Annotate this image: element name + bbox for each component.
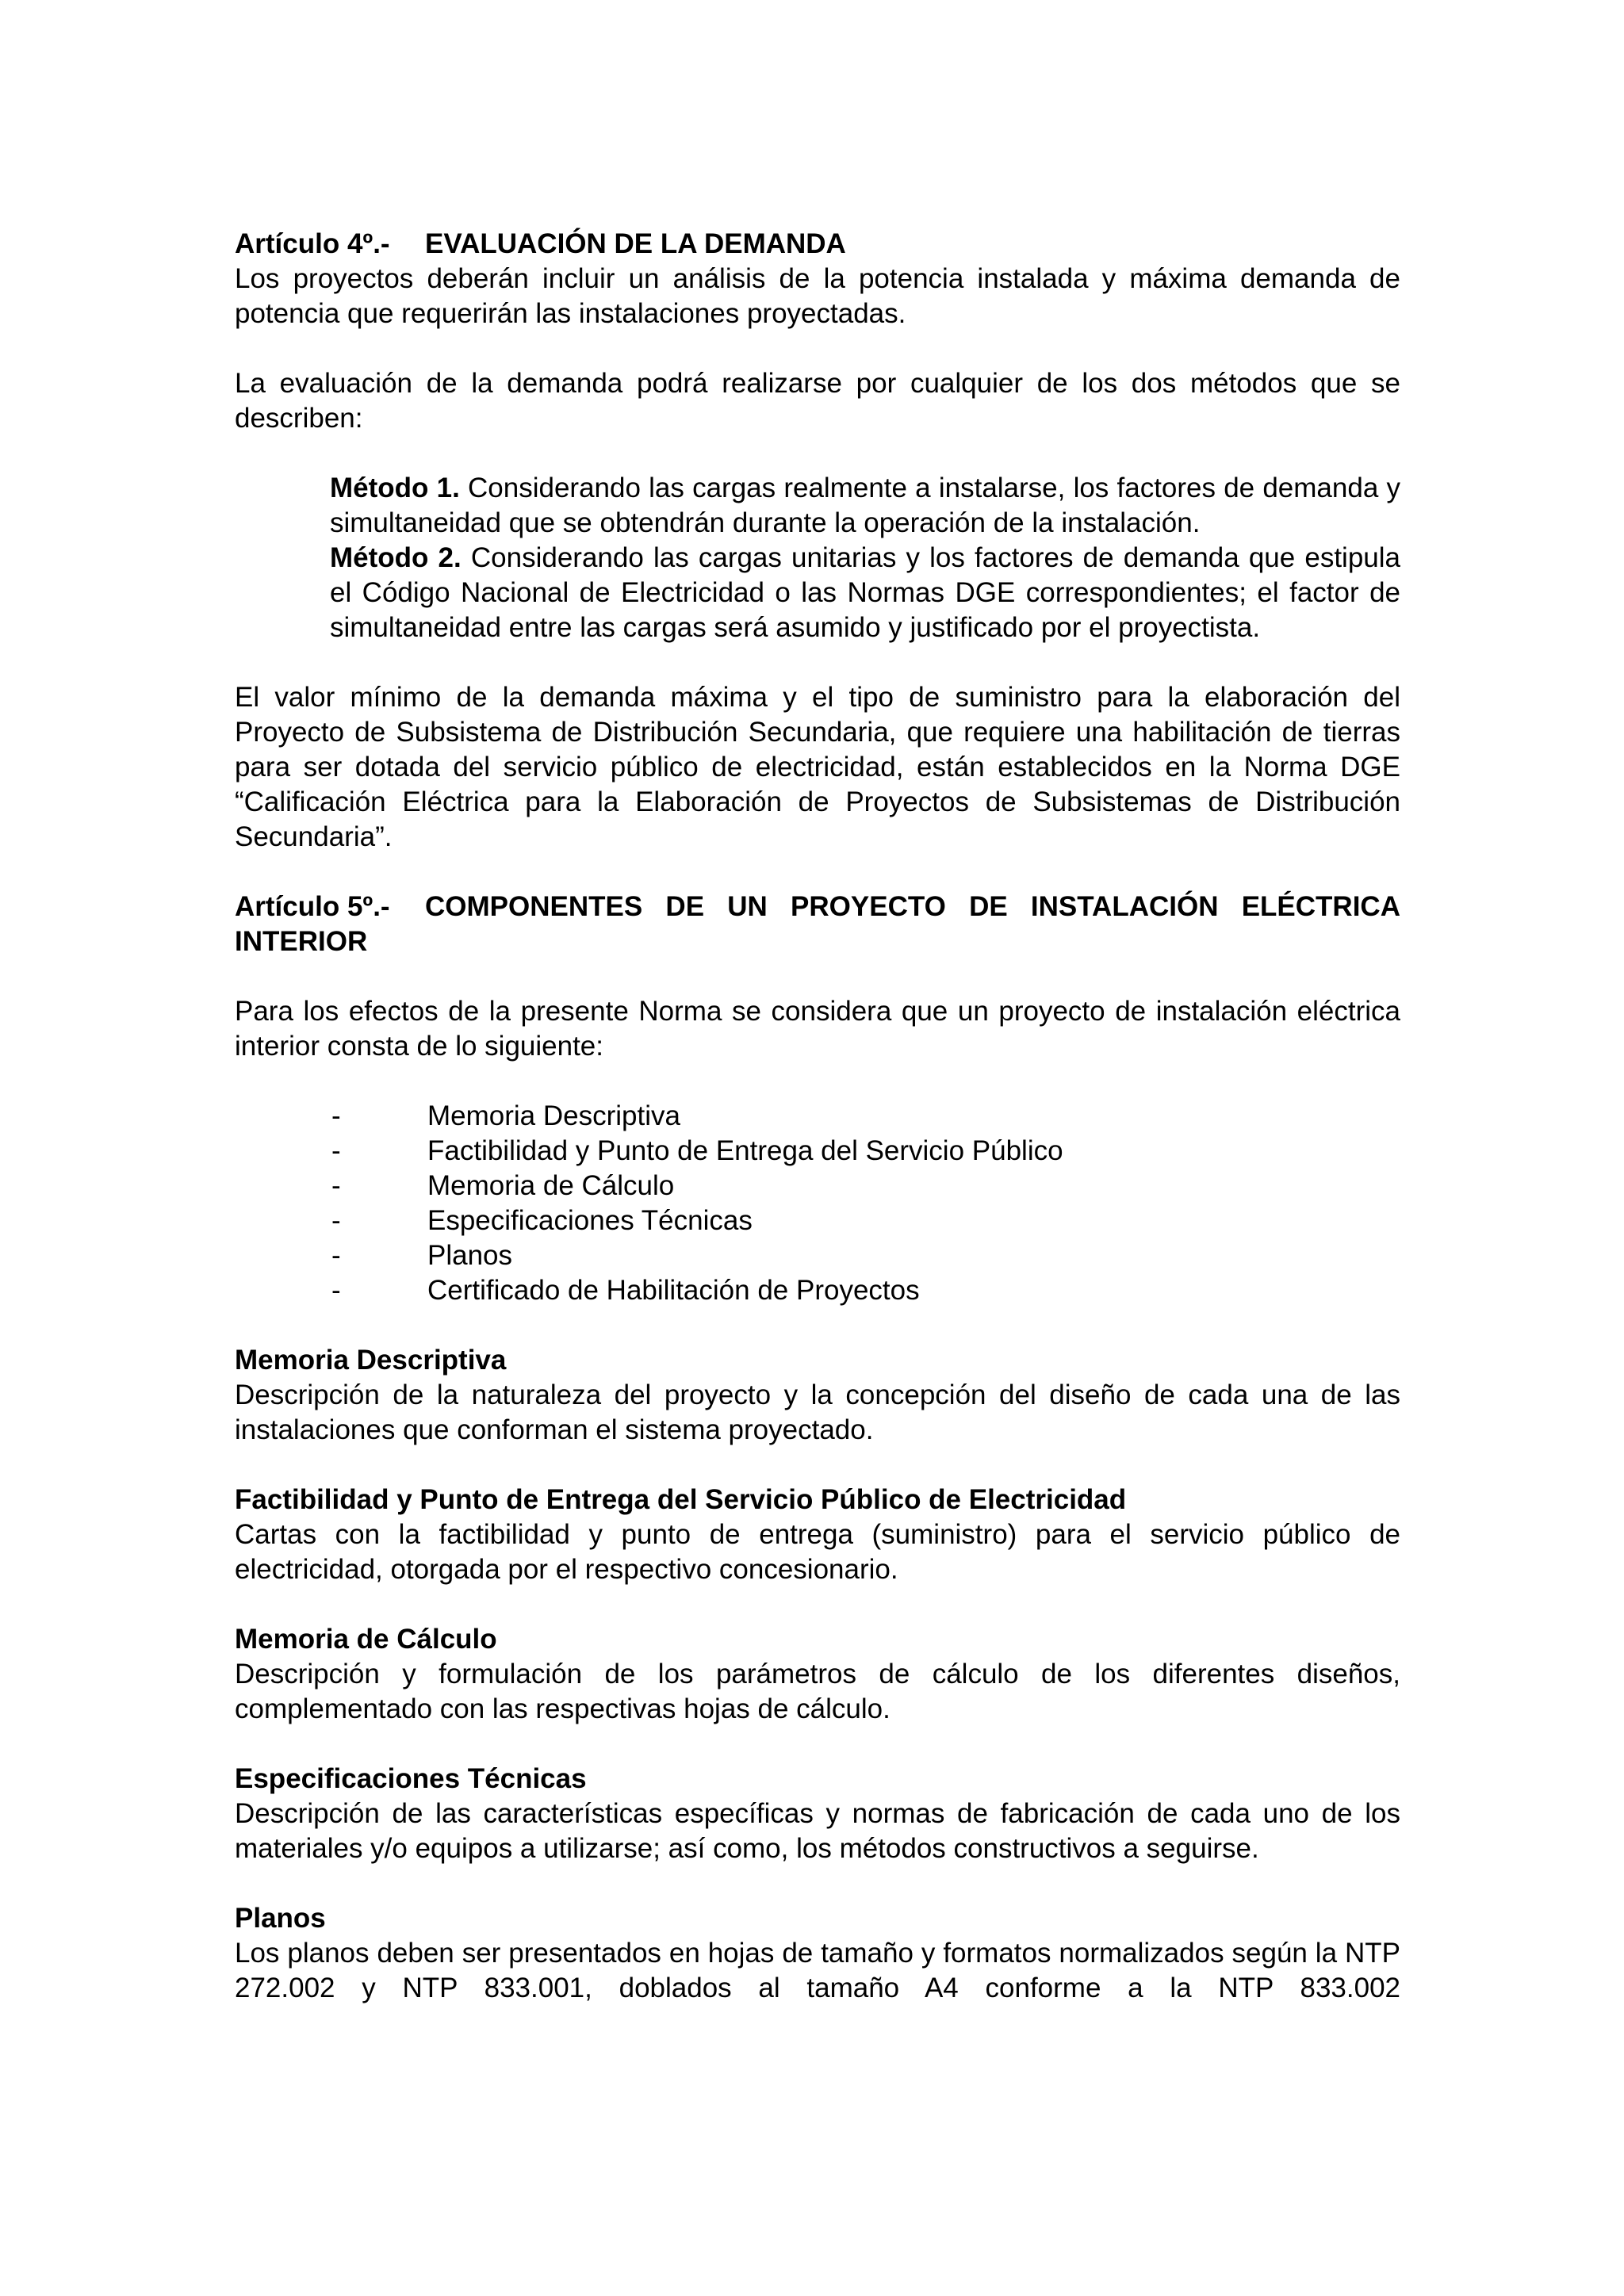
method-1-text: Considerando las cargas realmente a instalarse, los factores de demanda y simultaneidad que se obtendrán durante la operación de la instalación. (330, 473, 1400, 538)
section-text-factibilidad: Cartas con la factibilidad y punto de entrega (suministro) para el servicio público de electricidad, otorgada por el respectivo concesionario. (235, 1519, 1400, 1585)
list-dash: - (331, 1240, 341, 1271)
method-1-label: Método 1. (330, 473, 460, 503)
article-5-title: COMPONENTES DE UN PROYECTO DE INSTALACIÓN ELÉCTRICA INTERIOR (235, 891, 1400, 957)
list-dash: - (331, 1205, 341, 1236)
list-dash: - (331, 1170, 341, 1201)
article-5-number: Artículo 5º.- (235, 891, 390, 922)
section-heading-memoria-descriptiva: Memoria Descriptiva (235, 1345, 507, 1376)
list-item: - Memoria Descriptiva (235, 1099, 1400, 1134)
section-heading-factibilidad: Factibilidad y Punto de Entrega del Servicio Público de Electricidad (235, 1484, 1127, 1515)
list-item: - Planos (235, 1238, 1400, 1273)
section-heading-planos: Planos (235, 1903, 326, 1934)
section-heading-especificaciones: Especificaciones Técnicas (235, 1763, 587, 1794)
section-text-especificaciones: Descripción de las características específicas y normas de fabricación de cada uno de los materiales y/o equipos a utilizarse; así como, los métodos constructivos a seguirse. (235, 1798, 1400, 1864)
method-2-text: Considerando las cargas unitarias y los factores de demanda que estipula el Código Nacional de Electricidad o las Normas DGE correspondientes; el factor de simultaneidad entre las cargas será asumido y justificado por el proyectista. (330, 542, 1400, 643)
article-4-title: EVALUACIÓN DE LA DEMANDA (425, 228, 846, 259)
list-item: - Factibilidad y Punto de Entrega del Servicio Público (235, 1134, 1400, 1169)
list-item: - Memoria de Cálculo (235, 1169, 1400, 1203)
section-text-memoria-descriptiva: Descripción de la naturaleza del proyecto y la concepción del diseño de cada una de las instalaciones que conforman el sistema proyectado. (235, 1380, 1400, 1445)
article-4-paragraph-2: La evaluación de la demanda podrá realizarse por cualquier de los dos métodos que se describen: (235, 368, 1400, 434)
section-heading-memoria-calculo: Memoria de Cálculo (235, 1624, 497, 1655)
article-4-paragraph-1: Los proyectos deberán incluir un análisis de la potencia instalada y máxima demanda de potencia que requerirán las instalaciones proyectadas. (235, 263, 1400, 329)
components-list (235, 1099, 1400, 1308)
list-dash: - (331, 1135, 341, 1166)
section-text-memoria-calculo: Descripción y formulación de los parámetros de cálculo de los diferentes diseños, complementado con las respectivas hojas de cálculo. (235, 1659, 1400, 1724)
list-item: - Certificado de Habilitación de Proyectos (235, 1273, 1400, 1308)
list-dash: - (331, 1100, 341, 1131)
article-4-paragraph-3: El valor mínimo de la demanda máxima y el tipo de suministro para la elaboración del Proyecto de Subsistema de Distribución Secundaria, que requiere una habilitación de tierras para ser dotada del servicio público de electricidad, están establecidos en la Norma DGE “Calificación Eléctrica para la Elaboración de Proyectos de Subsistemas de Distribución Secundaria”. (235, 682, 1400, 852)
list-dash: - (331, 1275, 341, 1306)
document-page (235, 227, 1400, 2006)
article-5-heading (235, 890, 1400, 959)
method-1 (330, 471, 1400, 541)
article-4-heading (235, 227, 1400, 262)
methods-block (330, 471, 1400, 645)
section-text-planos: Los planos deben ser presentados en hojas de tamaño y formatos normalizados según la NTP 272.002 y NTP 833.001, doblados al tamaño A4 conforme a la NTP 833.002 (235, 1938, 1400, 2003)
article-5-paragraph-1: Para los efectos de la presente Norma se considera que un proyecto de instalación eléctrica interior consta de lo siguiente: (235, 996, 1400, 1062)
list-item: - Especificaciones Técnicas (235, 1203, 1400, 1238)
method-2-label: Método 2. (330, 542, 462, 573)
article-4-number: Artículo 4º.- (235, 228, 390, 259)
method-2 (330, 541, 1400, 645)
